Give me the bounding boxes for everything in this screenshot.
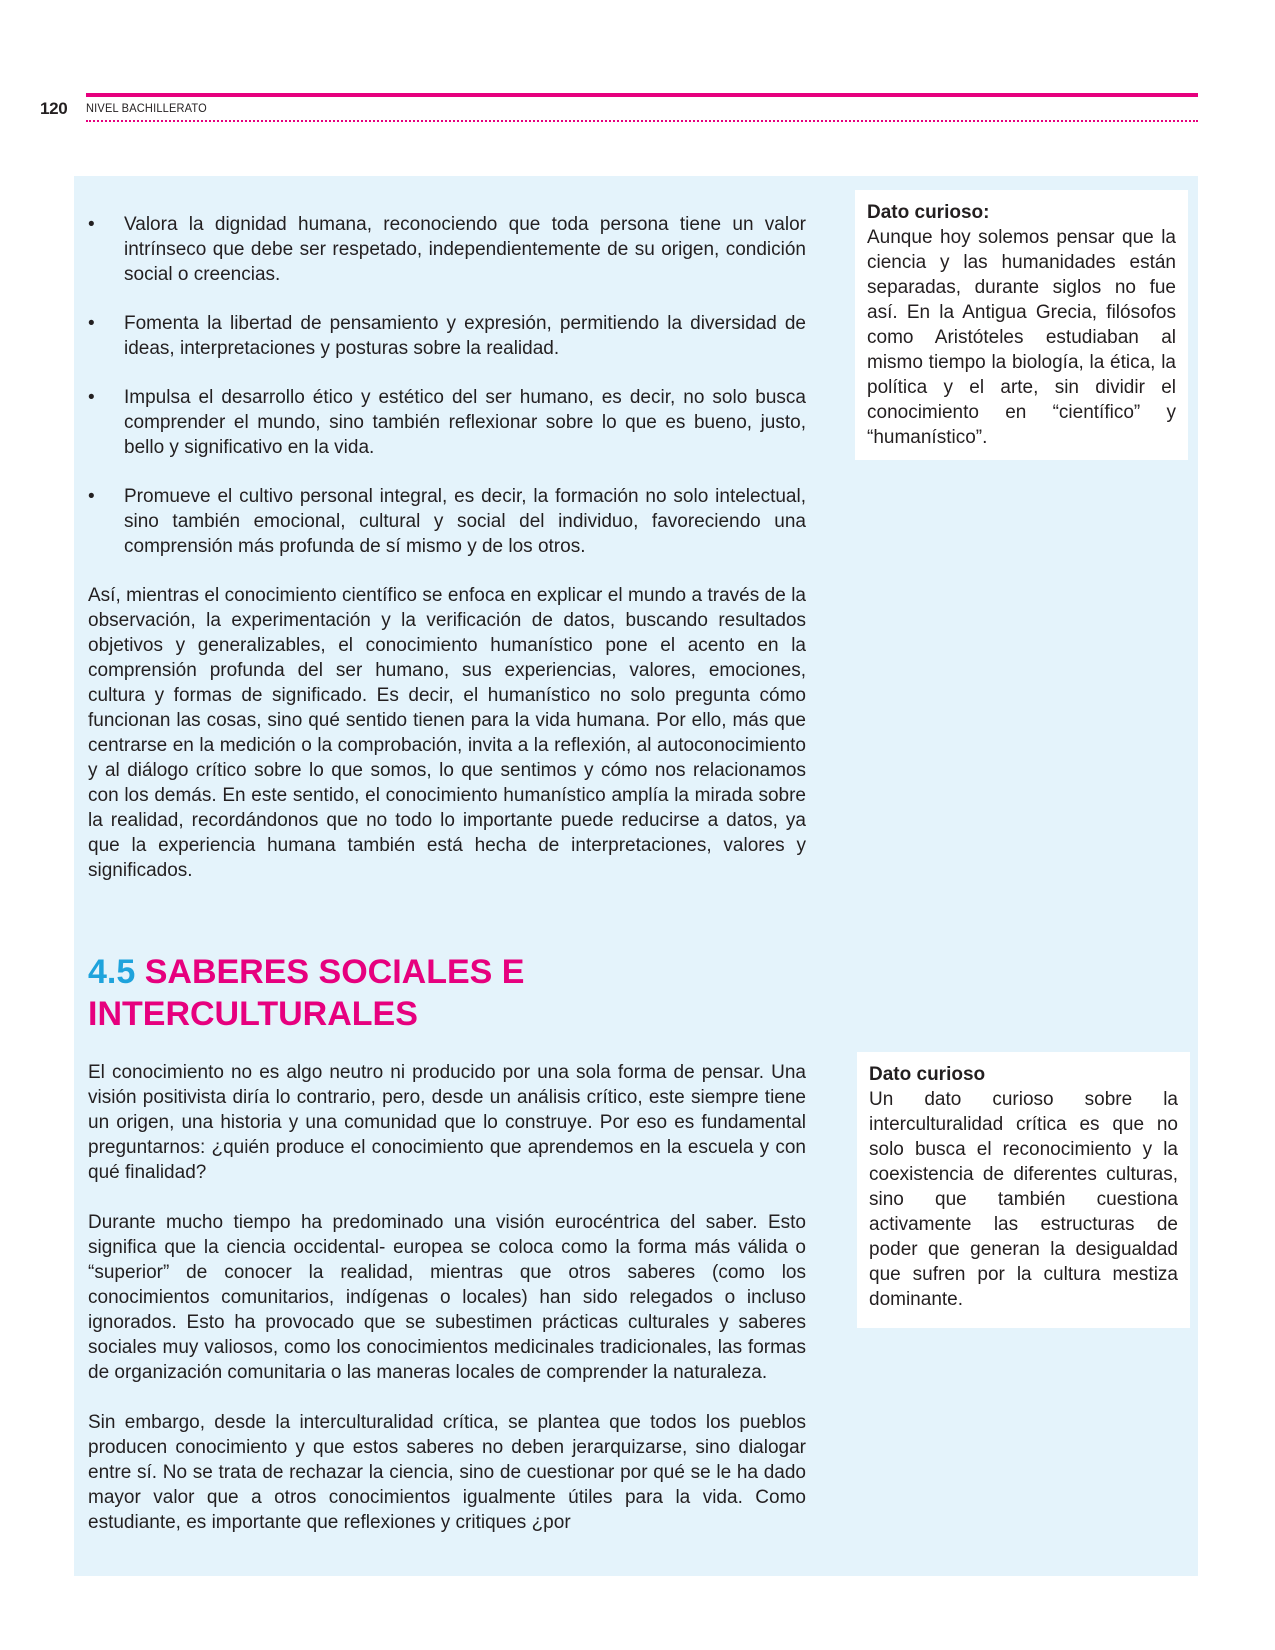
- fun-fact-box: [855, 190, 1188, 460]
- page-number: 120: [40, 99, 68, 118]
- fun-fact-body: Un dato curioso sobre la interculturalidad crítica es que no solo busca el reconocimiento y la coexistencia de diferentes culturas, sino que también cuestiona activamente las estructuras de poder que generan la desigualdad que sufren por la cultura mestiza dominante.: [869, 1089, 1178, 1310]
- section-title: SABERES SOCIALES E INTERCULTURALES: [88, 953, 525, 1033]
- list-item: [88, 212, 806, 287]
- bullet-list: [88, 212, 806, 559]
- body-paragraph: Así, mientras el conocimiento científico se enfoca en explicar el mundo a través de la observación, la experimentación y la verificación de datos, buscando resultados objetivos y generalizables, el conocimiento humanístico pone el acento en la comprensión profunda del ser humano, sus experiencias, valores, emociones, cultura y formas de significado. Es decir, el humanístico no solo pregunta cómo funcionan las cosas, sino qué sentido tienen para la vida humana. Por ello, más que centrarse en la medición o la comprobación, invita a la reflexión, al autoconocimiento y al diálogo crítico sobre lo que somos, lo que sentimos y cómo nos relacionamos con los demás. En este sentido, el conocimiento humanístico amplía la mirada sobre la realidad, recordándonos que no todo lo importante puede reducirse a datos, ya que la experiencia humana también está hecha de interpretaciones, valores y significados.: [88, 585, 806, 881]
- page-header: [0, 0, 1275, 130]
- fun-fact-box: [857, 1052, 1190, 1328]
- bullet-icon: •: [88, 214, 95, 235]
- bullet-icon: •: [88, 486, 95, 507]
- section-heading: [88, 951, 806, 1035]
- list-item: [88, 484, 806, 559]
- list-item-text: Promueve el cultivo personal integral, es decir, la formación no solo intelectual, sino también emocional, cultural y social del individuo, favoreciendo una comprensión más profunda de sí mismo y de los otros.: [124, 486, 806, 557]
- fun-fact-title: Dato curioso:: [867, 202, 990, 223]
- header-label: NIVEL BACHILLERATO: [86, 101, 207, 115]
- bullet-icon: •: [88, 387, 95, 408]
- section-number: 4.5: [88, 953, 136, 991]
- body-paragraph: Durante mucho tiempo ha predominado una visión eurocéntrica del saber. Esto significa que la ciencia occidental- europea se coloca como la forma más válida o “superior” de conocer la realidad, mientras que otros saberes (como los conocimientos comunitarios, indígenas o locales) han sido relegados o incluso ignorados. Esto ha provocado que se subestimen prácticas culturales y saberes sociales muy valiosos, como los conocimientos medicinales tradicionales, las formas de organización comunitaria o las maneras locales de comprender la naturaleza.: [88, 1212, 806, 1383]
- body-paragraph: Sin embargo, desde la interculturalidad crítica, se plantea que todos los pueblos producen conocimiento y que estos saberes no deben jerarquizarse, sino dialogar entre sí. No se trata de rechazar la ciencia, sino de cuestionar por qué se le ha dado mayor valor que a otros conocimientos igualmente útiles para la vida. Como estudiante, es importante que reflexiones y critiques ¿por: [88, 1412, 806, 1533]
- list-item-text: Valora la dignidad humana, reconociendo que toda persona tiene un valor intrínseco que debe ser respetado, independientemente de su origen, condición social o creencias.: [124, 214, 806, 285]
- list-item-text: Fomenta la libertad de pensamiento y expresión, permitiendo la diversidad de ideas, interpretaciones y posturas sobre la realidad.: [124, 313, 806, 359]
- header-dotted-rule: [86, 120, 1198, 122]
- header-rule: [86, 93, 1198, 97]
- main-column: [88, 212, 806, 1560]
- bullet-icon: •: [88, 313, 95, 334]
- list-item: [88, 311, 806, 361]
- body-paragraph: El conocimiento no es algo neutro ni producido por una sola forma de pensar. Una visión positivista diría lo contrario, pero, desde un análisis crítico, este siempre tiene un origen, una historia y una comunidad que lo construye. Por eso es fundamental preguntarnos: ¿quién produce el conocimiento que aprendemos en la escuela y con qué finalidad?: [88, 1062, 806, 1183]
- fun-fact-title: Dato curioso: [869, 1064, 986, 1085]
- fun-fact-body: Aunque hoy solemos pensar que la ciencia y las humanidades están separadas, durante siglos no fue así. En la Antigua Grecia, filósofos como Aristóteles estudiaban al mismo tiempo la biología, la ética, la política y el arte, sin dividir el conocimiento en “científico” y “humanístico”.: [867, 227, 1176, 448]
- list-item: [88, 385, 806, 460]
- list-item-text: Impulsa el desarrollo ético y estético del ser humano, es decir, no solo busca comprender el mundo, sino también reflexionar sobre lo que es bueno, justo, bello y significativo en la vida.: [124, 387, 806, 458]
